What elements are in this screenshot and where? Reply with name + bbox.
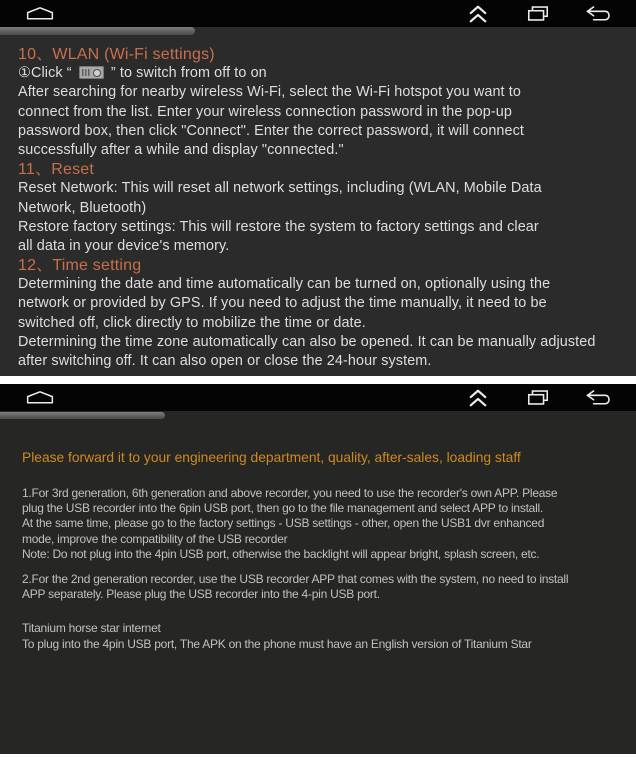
scroll-indicator xyxy=(0,412,165,419)
body-line: Determining the date and time automatically can be turned on, optionally using the xyxy=(18,276,551,293)
body-line: Titanium horse star internet xyxy=(22,621,161,636)
back-icon xyxy=(583,5,613,23)
recent-apps-icon xyxy=(526,388,550,407)
scroll-indicator xyxy=(0,27,195,35)
toggle-line-suffix: ” to switch from off to on xyxy=(106,65,267,82)
android-navbar xyxy=(0,384,636,411)
screenshot-divider xyxy=(0,376,636,384)
recent-apps-button[interactable] xyxy=(522,386,554,410)
body-line: password box, then click "Connect". Enter the correct password, it will connect xyxy=(18,122,525,139)
toggle-instruction-line xyxy=(18,64,632,83)
body-line: After searching for nearby wireless Wi-Fi, select the Wi-Fi hotspot you want to xyxy=(18,84,521,101)
body-line: all data in your device's memory. xyxy=(18,237,230,254)
section-10-heading: 10、WLAN (Wi-Fi settings) xyxy=(18,46,215,63)
home-button[interactable] xyxy=(24,386,56,410)
back-button[interactable] xyxy=(582,2,614,26)
paragraph-spacer xyxy=(22,602,632,621)
body-line: network or provided by GPS. If you need to adjust the time manually, it need to be xyxy=(18,295,547,312)
body-line: At the same time, please go to the factory settings - USB settings - other, open the USB1 dvr enhanced xyxy=(22,516,545,531)
switch-knob xyxy=(93,69,101,77)
screen-2 xyxy=(0,384,636,754)
recent-apps-button[interactable] xyxy=(522,2,554,26)
body-line: APP separately. Please plug the USB recorder into the 4-pin USB port. xyxy=(22,587,380,602)
section-12-heading: 12、Time setting xyxy=(18,257,142,275)
double-chevron-up-icon xyxy=(467,388,489,408)
switch-grill xyxy=(82,69,90,76)
double-chevron-up-icon xyxy=(467,4,489,24)
body-line: mode, improve the compatibility of the USB recorder xyxy=(22,531,288,546)
body-line: 1.For 3rd generation, 6th generation and above recorder, you need to use the recorder's own APP. Please xyxy=(22,486,558,500)
body-line: Reset Network: This will reset all network settings, including (WLAN, Mobile Data xyxy=(18,180,542,197)
body-line: successfully after a while and display "connected." xyxy=(18,141,344,158)
back-button[interactable] xyxy=(582,386,614,410)
body-line: Note: Do not plug into the 4pin USB port, otherwise the backlight will appear bright, splash screen, etc. xyxy=(22,546,540,561)
screen-1 xyxy=(0,0,636,376)
manual-text-wlan xyxy=(18,45,632,371)
body-line: Determining the time zone automatically can also be opened. It can be manually adjusted xyxy=(18,333,596,350)
body-line: plug the USB recorder into the 6pin USB port, then go to the file management and select APP to install. xyxy=(22,501,544,516)
body-line: Network, Bluetooth) xyxy=(18,199,147,216)
collapse-button[interactable] xyxy=(462,2,494,26)
collapse-button[interactable] xyxy=(462,386,494,410)
android-navbar xyxy=(0,0,636,27)
wifi-off-switch-icon xyxy=(79,66,104,79)
body-line: after switching off. It can also open or close the 24-hour system. xyxy=(18,353,432,369)
home-button[interactable] xyxy=(24,2,56,26)
forward-notice-heading: Please forward it to your engineering department, quality, after-sales, loading staff xyxy=(22,450,521,465)
body-line: To plug into the 4pin USB port, The APK on the phone must have an English version of Titanium Star xyxy=(22,636,532,651)
toggle-line-prefix: ①Click “ xyxy=(18,65,76,82)
manual-text-recorder xyxy=(22,450,632,652)
section-11-heading: 11、Reset xyxy=(18,161,95,179)
body-line: 2.For the 2nd generation recorder, use the USB recorder APP that comes with the system, no need to install xyxy=(22,571,569,586)
paragraph-spacer xyxy=(22,562,632,572)
body-line: connect from the list. Enter your wireless connection password in the pop-up xyxy=(18,103,512,120)
home-icon xyxy=(25,389,55,406)
recent-apps-icon xyxy=(526,4,550,23)
home-icon xyxy=(25,5,55,22)
back-icon xyxy=(583,389,613,407)
body-line: switched off, click directly to mobilize the time or date. xyxy=(18,314,366,331)
body-line: Restore factory settings: This will restore the system to factory settings and clear xyxy=(18,218,539,235)
